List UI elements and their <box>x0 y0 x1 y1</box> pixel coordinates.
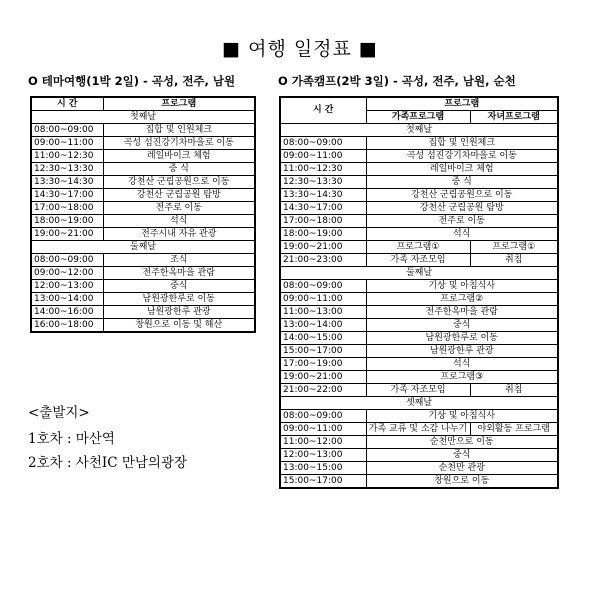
table-row <box>31 189 255 202</box>
time-cell: 08:00~09:00 <box>31 124 103 137</box>
program-cell: 곡성 섬진강기차마을로 이동 <box>366 150 558 163</box>
time-cell: 19:00~21:00 <box>280 241 366 254</box>
program-cell: 창원으로 이동 및 해산 <box>103 319 255 333</box>
program-cell: 곡성 섬진강기차마을로 이동 <box>103 137 255 150</box>
table-row <box>280 332 558 345</box>
table-row <box>280 384 558 397</box>
table-row <box>280 241 558 254</box>
time-cell: 17:00~18:00 <box>31 202 103 215</box>
time-cell: 13:30~14:30 <box>31 176 103 189</box>
day-row <box>280 397 558 410</box>
program-cell: 프로그램③ <box>366 371 558 384</box>
time-cell: 13:00~14:00 <box>280 319 366 332</box>
departure-heading: <출발지> <box>28 405 90 421</box>
table-row <box>31 150 255 163</box>
program-cell: 중식 <box>103 280 255 293</box>
program-cell: 석식 <box>103 215 255 228</box>
time-header: 시 간 <box>280 97 366 124</box>
time-header: 시 간 <box>31 97 103 111</box>
day-label: 둘째날 <box>31 241 255 254</box>
table-row <box>280 189 558 202</box>
table-row <box>280 436 558 449</box>
table-row <box>31 293 255 306</box>
time-cell: 14:00~15:00 <box>280 332 366 345</box>
table-row <box>280 228 558 241</box>
program-cell: 전주시내 자유 관광 <box>103 228 255 241</box>
time-cell: 12:00~13:00 <box>280 449 366 462</box>
day-label: 둘째날 <box>280 267 558 280</box>
program-cell: 순천만 관광 <box>366 462 558 475</box>
program-cell: 집합 및 인원체크 <box>366 137 558 150</box>
time-cell: 19:00~21:00 <box>31 228 103 241</box>
page-title: ■ 여행 일정표 ■ <box>222 38 378 60</box>
table-row <box>280 475 558 489</box>
table-header-row <box>280 97 558 111</box>
table-row <box>280 254 558 267</box>
table-row <box>280 215 558 228</box>
day-row <box>31 111 255 124</box>
time-cell: 19:00~21:00 <box>280 371 366 384</box>
table-row <box>31 306 255 319</box>
time-cell: 09:00~12:00 <box>31 267 103 280</box>
time-cell: 08:00~09:00 <box>31 254 103 267</box>
table-row <box>280 150 558 163</box>
time-cell: 09:00~11:00 <box>31 137 103 150</box>
table-row <box>280 410 558 423</box>
table-row <box>31 267 255 280</box>
time-cell: 09:00~11:00 <box>280 423 366 436</box>
program-cell: 순천만으로 이동 <box>366 436 558 449</box>
program-cell: 중 식 <box>103 163 255 176</box>
program-cell: 프로그램② <box>366 293 558 306</box>
time-cell: 08:00~09:00 <box>280 280 366 293</box>
program-cell: 전주로 이동 <box>366 215 558 228</box>
program-cell: 남원광한루 관광 <box>366 345 558 358</box>
time-cell: 11:00~12:30 <box>31 150 103 163</box>
time-cell: 08:00~09:00 <box>280 410 366 423</box>
table-row <box>280 423 558 436</box>
program-cell: 기상 및 아침식사 <box>366 410 558 423</box>
time-cell: 13:30~14:30 <box>280 189 366 202</box>
program-cell: 남원광한루로 이동 <box>103 293 255 306</box>
family-program-header: 가족프로그램 <box>366 111 470 124</box>
time-cell: 14:30~17:00 <box>31 189 103 202</box>
time-cell: 14:30~17:00 <box>280 202 366 215</box>
time-cell: 12:00~13:00 <box>31 280 103 293</box>
table-row <box>280 345 558 358</box>
program-header: 프로그램 <box>103 97 255 111</box>
time-cell: 21:00~22:00 <box>280 384 366 397</box>
time-cell: 11:00~12:30 <box>280 163 366 176</box>
program-cell: 남원광한루로 이동 <box>366 332 558 345</box>
table-row <box>31 280 255 293</box>
table-row <box>31 228 255 241</box>
table-row <box>280 319 558 332</box>
table-row <box>280 280 558 293</box>
family-program-cell: 프로그램① <box>366 241 470 254</box>
family-program-cell: 가족 자조모임 <box>366 384 470 397</box>
program-cell: 전주한옥마을 관람 <box>366 306 558 319</box>
day-row <box>31 241 255 254</box>
table-row <box>31 163 255 176</box>
table-row <box>280 306 558 319</box>
family-camp-subtitle: O 가족캠프(2박 3일) - 곡성, 전주, 남원, 순천 <box>278 74 516 88</box>
bus2-departure: 2호차 : 사천IC 만남의광장 <box>28 455 188 471</box>
table-row <box>280 137 558 150</box>
program-cell: 강천산 군립공원 탐방 <box>366 202 558 215</box>
family-camp-schedule-table <box>279 96 559 489</box>
family-program-cell: 가족 자조모임 <box>366 254 470 267</box>
time-cell: 16:00~18:00 <box>31 319 103 333</box>
bus1-departure: 1호차 : 마산역 <box>28 431 115 447</box>
time-cell: 17:00~18:00 <box>280 215 366 228</box>
program-cell: 기상 및 아침식사 <box>366 280 558 293</box>
kids-program-header: 자녀프로그램 <box>470 111 558 124</box>
day-label: 셋째날 <box>280 397 558 410</box>
table-row <box>31 202 255 215</box>
table-row <box>31 215 255 228</box>
day-label: 첫째날 <box>280 124 558 137</box>
day-row <box>280 267 558 280</box>
time-cell: 12:30~13:30 <box>280 176 366 189</box>
table-row <box>280 462 558 475</box>
program-cell: 전주로 이동 <box>103 202 255 215</box>
time-cell: 13:00~14:00 <box>31 293 103 306</box>
program-cell: 전주한옥마을 관람 <box>103 267 255 280</box>
time-cell: 15:00~17:00 <box>280 475 366 489</box>
table-row <box>280 358 558 371</box>
table-row <box>31 124 255 137</box>
time-cell: 15:00~17:00 <box>280 345 366 358</box>
time-cell: 09:00~11:00 <box>280 150 366 163</box>
kids-program-cell: 취침 <box>470 254 558 267</box>
time-cell: 18:00~19:00 <box>280 228 366 241</box>
program-cell: 창원으로 이동 <box>366 475 558 489</box>
time-cell: 13:00~15:00 <box>280 462 366 475</box>
time-cell: 18:00~19:00 <box>31 215 103 228</box>
time-cell: 14:00~16:00 <box>31 306 103 319</box>
table-row <box>280 371 558 384</box>
table-header-row <box>31 97 255 111</box>
time-cell: 17:00~19:00 <box>280 358 366 371</box>
program-cell: 석식 <box>366 358 558 371</box>
table-row <box>31 319 255 333</box>
program-cell: 중식 <box>366 319 558 332</box>
time-cell: 08:00~09:00 <box>280 137 366 150</box>
day-row <box>280 124 558 137</box>
program-cell: 레일바이크 체험 <box>103 150 255 163</box>
table-row <box>280 202 558 215</box>
time-cell: 09:00~11:00 <box>280 293 366 306</box>
table-row <box>280 176 558 189</box>
program-cell: 중 식 <box>366 176 558 189</box>
program-cell: 조식 <box>103 254 255 267</box>
program-cell: 석식 <box>366 228 558 241</box>
program-cell: 강천산 군립공원 탐방 <box>103 189 255 202</box>
table-row <box>31 137 255 150</box>
theme-tour-subtitle: O 테마여행(1박 2일) - 곡성, 전주, 남원 <box>28 74 236 88</box>
table-row <box>280 163 558 176</box>
kids-program-cell: 프로그램① <box>470 241 558 254</box>
program-cell: 강천산 군립공원으로 이동 <box>366 189 558 202</box>
table-row <box>31 176 255 189</box>
family-program-cell: 가족 교류 및 소감 나누기 <box>366 423 470 436</box>
theme-tour-schedule-table <box>30 96 256 333</box>
time-cell: 21:00~23:00 <box>280 254 366 267</box>
table-row <box>31 254 255 267</box>
table-row <box>280 449 558 462</box>
program-header: 프로그램 <box>366 97 558 111</box>
program-cell: 레일바이크 체험 <box>366 163 558 176</box>
table-row <box>280 293 558 306</box>
time-cell: 11:00~12:00 <box>280 436 366 449</box>
program-cell: 강천산 군립공원으로 이동 <box>103 176 255 189</box>
program-cell: 남원광한루 관광 <box>103 306 255 319</box>
time-cell: 12:30~13:30 <box>31 163 103 176</box>
program-cell: 중식 <box>366 449 558 462</box>
time-cell: 11:00~13:00 <box>280 306 366 319</box>
day-label: 첫째날 <box>31 111 255 124</box>
kids-program-cell: 야외활동 프로그램 <box>470 423 558 436</box>
kids-program-cell: 취침 <box>470 384 558 397</box>
program-cell: 집합 및 인원체크 <box>103 124 255 137</box>
